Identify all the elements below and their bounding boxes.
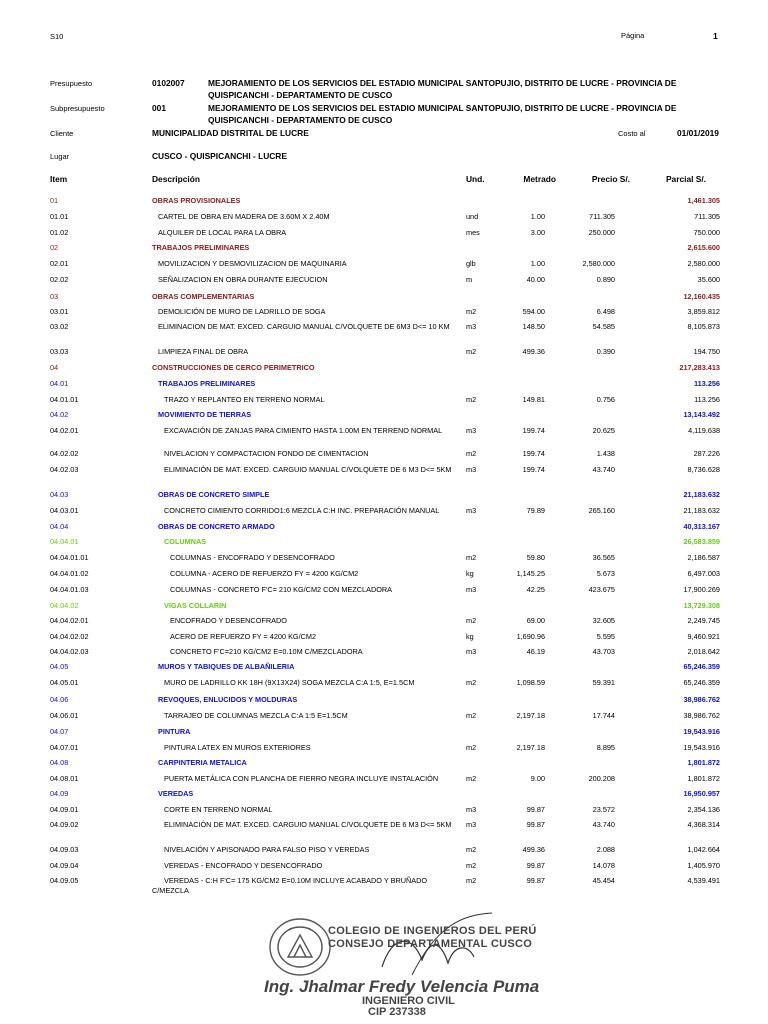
table-row	[0, 196, 768, 208]
item-code: 04.07	[50, 727, 69, 736]
table-row	[0, 212, 768, 224]
item-unit: m3	[466, 805, 477, 814]
item-description: ACERO DE REFUERZO FY = 4200 KG/CM2	[170, 632, 317, 641]
stamp-line-1: COLEGIO DE INGENIEROS DEL PERÚ	[328, 925, 537, 937]
item-parcial: 194.750	[693, 347, 720, 356]
item-parcial: 1,042.664	[687, 845, 720, 854]
table-row	[0, 774, 768, 786]
item-unit: m2	[466, 395, 477, 404]
table-row	[0, 601, 768, 613]
table-row	[0, 616, 768, 628]
item-metrado: 46.19	[526, 647, 545, 656]
item-parcial: 8,736.628	[687, 465, 720, 474]
item-unit: kg	[466, 569, 474, 578]
item-code: 04.03.01	[50, 506, 79, 515]
item-precio: 0.890	[596, 275, 615, 284]
item-parcial: 65,246.359	[683, 662, 720, 671]
item-code: 04.09.02	[50, 820, 79, 829]
item-code: 04.04.02.03	[50, 647, 89, 656]
item-metrado: 1.00	[530, 212, 545, 221]
item-code: 04.04.01.03	[50, 585, 89, 594]
col-descripcion: Descripción	[152, 174, 200, 184]
item-code: 04.09.01	[50, 805, 79, 814]
item-code: 02.02	[50, 275, 69, 284]
item-metrado: 40.00	[526, 275, 545, 284]
item-description: ELIMINACIÓN DE MAT. EXCED. CARGUIO MANUAL C/VOLQUETE DE 6 M3 D<= 5KM	[164, 820, 452, 829]
item-precio: 2.088	[596, 845, 615, 854]
item-description: CONCRETO CIMIENTO CORRIDO1:6 MEZCLA C:H INC. PREPARACIÓN MANUAL	[164, 506, 440, 515]
table-row	[0, 465, 768, 477]
item-description: CARTEL DE OBRA EN MADERA DE 3.60M X 2.40M	[158, 212, 330, 221]
table-row	[0, 449, 768, 461]
table-row	[0, 695, 768, 707]
item-precio: 59.391	[592, 678, 615, 687]
item-description: OBRAS PROVISIONALES	[152, 196, 241, 205]
costo-label: Costo al	[618, 129, 646, 138]
item-code: 04.06	[50, 695, 69, 704]
item-metrado: 2,197.18	[516, 711, 545, 720]
item-code: 04.09.03	[50, 845, 79, 854]
item-parcial: 2,249.745	[687, 616, 720, 625]
item-code: 04.07.01	[50, 743, 79, 752]
item-precio: 423.675	[588, 585, 615, 594]
item-description: MUROS Y TABIQUES DE ALBAÑILERIA	[158, 662, 295, 671]
item-parcial: 17,900.269	[683, 585, 720, 594]
item-unit: m3	[466, 465, 477, 474]
item-unit: m3	[466, 322, 477, 331]
item-code: 04.03	[50, 490, 69, 499]
item-description: COLUMNAS - ENCOFRADO Y DESENCOFRADO	[170, 553, 335, 562]
table-row	[0, 743, 768, 755]
item-code: 04.05	[50, 662, 69, 671]
table-row	[0, 678, 768, 690]
item-unit: m3	[466, 506, 477, 515]
item-precio: 250.000	[588, 228, 615, 237]
item-parcial: 13,143.492	[683, 410, 720, 419]
item-metrado: 42.25	[526, 585, 545, 594]
item-code: 04.04.01.01	[50, 553, 89, 562]
subpresupuesto-desc-2: QUISPICANCHI - DEPARTAMENTO DE CUSCO	[208, 115, 393, 125]
subpresupuesto-label: Subpresupuesto	[50, 104, 105, 113]
item-unit: m2	[466, 861, 477, 870]
item-precio: 2,580.000	[582, 259, 615, 268]
stamp-cip: CIP 237338	[368, 1006, 426, 1018]
item-unit: m2	[466, 743, 477, 752]
item-precio: 43.703	[592, 647, 615, 656]
item-description: ENCOFRADO Y DESENCOFRADO	[170, 616, 287, 625]
table-row	[0, 662, 768, 674]
item-metrado: 499.36	[522, 845, 545, 854]
item-description: ELIMINACIÓN DE MAT. EXCED. CARGUIO MANUAL C/VOLQUETE DE 6 M3 D<= 5KM	[164, 465, 452, 474]
item-parcial: 13,729.308	[683, 601, 720, 610]
table-row	[0, 861, 768, 873]
table-row	[0, 363, 768, 375]
presupuesto-code: 0102007	[152, 78, 185, 88]
item-unit: kg	[466, 632, 474, 641]
item-description: TRABAJOS PRELIMINARES	[158, 379, 256, 388]
table-row	[0, 845, 768, 857]
item-precio: 32.605	[592, 616, 615, 625]
table-row	[0, 410, 768, 422]
table-row	[0, 322, 768, 334]
item-parcial: 3,859.812	[687, 307, 720, 316]
item-parcial: 8,105.873	[687, 322, 720, 331]
item-precio: 0.390	[596, 347, 615, 356]
item-description: PINTURA	[158, 727, 191, 736]
item-code: 04.08	[50, 758, 69, 767]
table-row	[0, 569, 768, 581]
item-metrado: 2,197.18	[516, 743, 545, 752]
item-parcial: 2,018.642	[687, 647, 720, 656]
item-unit: und	[466, 212, 479, 221]
table-row	[0, 820, 768, 832]
item-parcial: 113.256	[694, 379, 720, 388]
item-description: PUERTA METÁLICA CON PLANCHA DE FIERRO NEGRA INCLUYE INSTALACIÓN	[164, 774, 439, 783]
item-code: 03	[50, 292, 59, 301]
item-parcial: 1,801.872	[687, 758, 720, 767]
subpresupuesto-desc-1: MEJORAMIENTO DE LOS SERVICIOS DEL ESTADIO MUNICIPAL SANTOPUJIO, DISTRITO DE LUCRE - PROVINCIA DE	[208, 103, 677, 113]
item-parcial: 711.305	[694, 212, 720, 221]
item-unit: m2	[466, 616, 477, 625]
item-metrado: 99.87	[526, 861, 545, 870]
item-metrado: 1,690.96	[516, 632, 545, 641]
item-code: 01.02	[50, 228, 69, 237]
item-code: 04.02.03	[50, 465, 79, 474]
item-code: 04.01	[50, 379, 69, 388]
item-description: COLUMNA - ACERO DE REFUERZO FY = 4200 KG/CM2	[170, 569, 359, 578]
table-row	[0, 537, 768, 549]
item-precio: 8.895	[596, 743, 615, 752]
item-description: CONCRETO F'C=210 KG/CM2 E=0.10M C/MEZCLADORA	[170, 647, 363, 656]
item-description: COLUMNAS	[164, 537, 207, 546]
item-precio: 20.625	[592, 426, 615, 435]
item-description: TRAZO Y REPLANTEO EN TERRENO NORMAL	[164, 395, 325, 404]
item-code: 04.06.01	[50, 711, 79, 720]
item-metrado: 69.00	[526, 616, 545, 625]
item-precio: 1.438	[596, 449, 615, 458]
item-parcial: 38,986.762	[683, 695, 720, 704]
item-description: COLUMNAS - CONCRETO F'C= 210 KG/CM2 CON MEZCLADORA	[170, 585, 393, 594]
item-code: 03.03	[50, 347, 69, 356]
item-code: 03.02	[50, 322, 69, 331]
table-row	[0, 379, 768, 391]
item-parcial: 19,543.916	[683, 727, 720, 736]
item-precio: 36.565	[592, 553, 615, 562]
item-metrado: 149.81	[522, 395, 545, 404]
item-code: 04.04	[50, 522, 69, 531]
item-description: VEREDAS - C:H F'C= 175 KG/CM2 E=0.10M INCLUYE ACABADO Y BRUÑADO C/MEZCLA	[152, 876, 428, 895]
item-unit: m2	[466, 845, 477, 854]
item-description: OBRAS DE CONCRETO SIMPLE	[158, 490, 270, 499]
item-parcial: 2,615.600	[687, 243, 720, 252]
subpresupuesto-code: 001	[152, 103, 166, 113]
item-code: 04.09	[50, 789, 69, 798]
item-unit: m2	[466, 678, 477, 687]
item-parcial: 9,460.921	[687, 632, 720, 641]
table-row	[0, 426, 768, 438]
item-code: 04.04.02	[50, 601, 79, 610]
table-row	[0, 553, 768, 565]
table-row	[0, 490, 768, 502]
item-description: NIVELACION Y COMPACTACION FONDO DE CIMENTACION	[164, 449, 369, 458]
item-metrado: 594.00	[522, 307, 545, 316]
item-description: OBRAS COMPLEMENTARIAS	[152, 292, 255, 301]
item-precio: 23.572	[592, 805, 615, 814]
col-und: Und.	[466, 174, 485, 184]
item-description: TARRAJEO DE COLUMNAS MEZCLA C:A 1:5 E=1.5CM	[164, 711, 348, 720]
report-code: S10	[50, 32, 64, 41]
item-precio: 5.595	[596, 632, 615, 641]
table-row	[0, 758, 768, 770]
item-metrado: 99.87	[526, 820, 545, 829]
lugar-label: Lugar	[50, 152, 70, 161]
item-description: CORTE EN TERRENO NORMAL	[164, 805, 273, 814]
item-code: 04.04.01	[50, 537, 79, 546]
col-metrado: Metrado	[523, 174, 556, 184]
item-precio: 200.208	[588, 774, 615, 783]
table-row	[0, 632, 768, 644]
cliente-value: MUNICIPALIDAD DISTRITAL DE LUCRE	[152, 128, 309, 138]
item-description: TRABAJOS PRELIMINARES	[152, 243, 250, 252]
item-precio: 43.740	[592, 820, 615, 829]
item-precio: 14.078	[592, 861, 615, 870]
table-row	[0, 711, 768, 723]
item-description: CARPINTERIA METALICA	[158, 758, 247, 767]
presupuesto-desc-2: QUISPICANCHI - DEPARTAMENTO DE CUSCO	[208, 90, 393, 100]
item-unit: m2	[466, 307, 477, 316]
item-metrado: 99.87	[526, 876, 545, 885]
item-unit: m3	[466, 820, 477, 829]
presupuesto-label: Presupuesto	[50, 79, 93, 88]
item-unit: m2	[466, 347, 477, 356]
item-parcial: 19,543.916	[683, 743, 720, 752]
item-description: NIVELACIÓN Y APISONADO PARA FALSO PISO Y VEREDAS	[164, 845, 370, 854]
item-description: CONSTRUCCIONES DE CERCO PERIMETRICO	[152, 363, 315, 372]
item-metrado: 1,098.59	[516, 678, 545, 687]
item-description: ELIMINACION DE MAT. EXCED. CARGUIO MANUAL C/VOLQUETE DE 6M3 D<= 10 KM	[158, 322, 450, 331]
engineer-stamp	[262, 905, 540, 1020]
table-row	[0, 876, 768, 895]
item-code: 02.01	[50, 259, 69, 268]
item-metrado: 148.50	[522, 322, 545, 331]
item-unit: m2	[466, 774, 477, 783]
item-metrado: 9.00	[530, 774, 545, 783]
item-metrado: 1.00	[530, 259, 545, 268]
item-parcial: 35.600	[697, 275, 720, 284]
item-precio: 17.744	[592, 711, 615, 720]
item-code: 04.04.01.02	[50, 569, 89, 578]
item-parcial: 12,160.435	[683, 292, 720, 301]
item-metrado: 99.87	[526, 805, 545, 814]
table-row	[0, 789, 768, 801]
item-parcial: 2,580.000	[687, 259, 720, 268]
stamp-engineer-name: Ing. Jhalmar Fredy Velencia Puma	[264, 977, 540, 996]
table-row	[0, 307, 768, 319]
item-code: 04.01.01	[50, 395, 79, 404]
item-unit: m2	[466, 449, 477, 458]
lugar-value: CUSCO - QUISPICANCHI - LUCRE	[152, 151, 287, 161]
item-code: 04.08.01	[50, 774, 79, 783]
item-description: VEREDAS	[158, 789, 194, 798]
stamp-title: INGENIERO CIVIL	[362, 995, 455, 1007]
item-code: 04.09.05	[50, 876, 79, 885]
item-parcial: 1,461.305	[687, 196, 720, 205]
item-parcial: 40,313.167	[683, 522, 720, 531]
item-unit: mes	[466, 228, 480, 237]
col-parcial: Parcial S/.	[665, 174, 706, 184]
item-parcial: 16,950.957	[683, 789, 720, 798]
item-parcial: 6,497.003	[687, 569, 720, 578]
item-metrado: 79.89	[526, 506, 545, 515]
item-parcial: 38,986.762	[683, 711, 720, 720]
table-row	[0, 522, 768, 534]
table-row	[0, 506, 768, 518]
item-parcial: 65,246.359	[683, 678, 720, 687]
item-unit: m	[466, 275, 473, 284]
item-precio: 711.305	[589, 212, 615, 221]
item-parcial: 4,119.638	[688, 426, 720, 435]
item-description: LIMPIEZA FINAL DE OBRA	[158, 347, 249, 356]
item-description: REVOQUES, ENLUCIDOS Y MOLDURAS	[158, 695, 298, 704]
item-description: DEMOLICIÓN DE MURO DE LADRILLO DE SOGA	[158, 307, 326, 316]
item-description: MOVIMIENTO DE TIERRAS	[158, 410, 252, 419]
item-unit: m3	[466, 585, 477, 594]
item-code: 01.01	[50, 212, 69, 221]
table-row	[0, 647, 768, 659]
col-precio: Precio S/.	[591, 174, 630, 184]
table-row	[0, 243, 768, 255]
item-code: 04	[50, 363, 59, 372]
item-metrado: 199.74	[522, 426, 545, 435]
item-unit: m2	[466, 553, 477, 562]
cliente-label: Cliente	[50, 129, 74, 138]
item-precio: 6.498	[596, 307, 615, 316]
table-row	[0, 727, 768, 739]
item-code: 03.01	[50, 307, 69, 316]
item-code: 02	[50, 243, 59, 252]
item-parcial: 750.000	[693, 228, 720, 237]
costo-date: 01/01/2019	[677, 128, 719, 138]
item-unit: m3	[466, 647, 477, 656]
item-precio: 5.673	[596, 569, 615, 578]
column-header-row	[0, 174, 768, 186]
item-description: OBRAS DE CONCRETO ARMADO	[158, 522, 275, 531]
item-parcial: 4,368.314	[687, 820, 720, 829]
item-metrado: 1,145.25	[516, 569, 545, 578]
table-row	[0, 275, 768, 287]
item-precio: 265.160	[588, 506, 615, 515]
item-code: 01	[50, 196, 59, 205]
item-parcial: 21,183.632	[683, 506, 720, 515]
item-description: ALQUILER DE LOCAL PARA LA OBRA	[158, 228, 287, 237]
table-row	[0, 259, 768, 271]
item-parcial: 26,583.859	[683, 537, 720, 546]
item-description: EXCAVACIÓN DE ZANJAS PARA CIMIENTO HASTA 1.00M EN TERRENO NORMAL	[164, 426, 443, 435]
item-unit: m2	[466, 711, 477, 720]
item-precio: 43.740	[592, 465, 615, 474]
item-description: SEÑALIZACION EN OBRA DURANTE EJECUCION	[158, 275, 328, 284]
item-code: 04.05.01	[50, 678, 79, 687]
item-parcial: 113.256	[694, 395, 720, 404]
item-code: 04.04.02.02	[50, 632, 89, 641]
item-parcial: 4,539.491	[687, 876, 720, 885]
item-code: 04.02.01	[50, 426, 79, 435]
item-metrado: 59.80	[526, 553, 545, 562]
item-description: MOVILIZACION Y DESMOVILIZACION DE MAQUINARIA	[158, 259, 347, 268]
table-row	[0, 228, 768, 240]
page-label: Página	[621, 31, 645, 40]
item-code: 04.02	[50, 410, 69, 419]
item-parcial: 21,183.632	[683, 490, 720, 499]
presupuesto-desc-1: MEJORAMIENTO DE LOS SERVICIOS DEL ESTADIO MUNICIPAL SANTOPUJIO, DISTRITO DE LUCRE - PROVINCIA DE	[208, 78, 677, 88]
item-parcial: 2,354.136	[687, 805, 720, 814]
table-row	[0, 292, 768, 304]
item-precio: 0.756	[596, 395, 615, 404]
item-unit: glb	[466, 259, 476, 268]
item-description: VEREDAS - ENCOFRADO Y DESENCOFRADO	[164, 861, 323, 870]
item-parcial: 287.226	[693, 449, 720, 458]
item-description: PINTURA LATEX EN MUROS EXTERIORES	[164, 743, 311, 752]
table-row	[0, 805, 768, 817]
table-row	[0, 347, 768, 359]
item-parcial: 1,405.970	[687, 861, 720, 870]
item-parcial: 217,283.413	[679, 363, 720, 372]
item-code: 04.02.02	[50, 449, 79, 458]
item-metrado: 199.74	[522, 465, 545, 474]
item-description: MURO DE LADRILLO KK 18H (9X13X24) SOGA MEZCLA C:A 1:5, E=1.5CM	[164, 678, 415, 687]
item-code: 04.09.04	[50, 861, 79, 870]
table-row	[0, 585, 768, 597]
col-item: Item	[50, 174, 68, 184]
item-description: VIGAS COLLARIN	[164, 601, 227, 610]
stamp-line-2: CONSEJO DEPARTAMENTAL CUSCO	[328, 938, 533, 950]
item-parcial: 2,186.587	[687, 553, 720, 562]
item-parcial: 1,801.872	[687, 774, 720, 783]
item-precio: 54.585	[592, 322, 615, 331]
item-metrado: 199.74	[522, 449, 545, 458]
table-row	[0, 395, 768, 407]
item-metrado: 499.36	[522, 347, 545, 356]
page-number: 1	[713, 31, 718, 41]
item-unit: m2	[466, 876, 477, 885]
item-code: 04.04.02.01	[50, 616, 89, 625]
item-unit: m3	[466, 426, 477, 435]
item-metrado: 3.00	[530, 228, 545, 237]
item-precio: 45.454	[592, 876, 615, 885]
